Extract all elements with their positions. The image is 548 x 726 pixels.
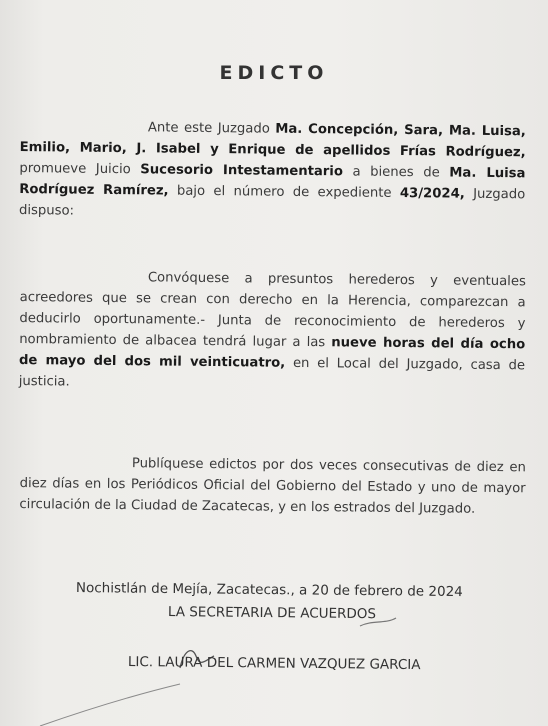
text: Publíquese edictos por dos veces consecutivas de diez en diez días en los Periódicos Oficial del Gobierno del Estado y uno de mayor circulación de la Ciudad de Zacatecas, y en los estrados del Juzgado. <box>19 456 526 517</box>
text: bajo el número de expediente <box>168 183 400 201</box>
text: Convóquese a presuntos herederos y eventuales acreedores que se crean con derecho en la Herencia, comparezcan a deducirlo oportunamente.- Junta de reconocimiento de herederos y nombramiento de albacea tendrá lugar a las <box>19 270 526 351</box>
text: en el Local del Juzgado, casa de justicia. <box>18 355 526 390</box>
text: Ante este Juzgado <box>147 120 276 137</box>
text: a bienes de <box>342 164 450 181</box>
document-title: EDICTO <box>219 62 329 84</box>
bold-text: Sucesorio Intestamentario <box>140 162 343 180</box>
bold-text: nueve horas del día ocho de mayo del dos mil veinticuatro, <box>18 335 526 371</box>
bold-text: 43/2024, <box>399 185 465 202</box>
secretary-title: LA SECRETARIA DE ACUERDOS <box>167 604 377 623</box>
bold-text: Ma. Concepción, Sara, Ma. Luisa, Emilio, Mario, J. Isabel y Enrique de apellidos Frías Rodríguez, <box>19 121 526 161</box>
text: promueve Juicio <box>19 160 141 178</box>
bold-text: Ma. Luisa Rodríguez Ramírez, <box>19 165 526 199</box>
place-date: Nochistlán de Mejía, Zacatecas., a 20 de febrero de 2024 <box>75 580 463 601</box>
text: Juzgado dispuso: <box>18 186 526 219</box>
signer-name: LIC. LAURA DEL CARMEN VAZQUEZ GARCIA <box>127 654 421 674</box>
